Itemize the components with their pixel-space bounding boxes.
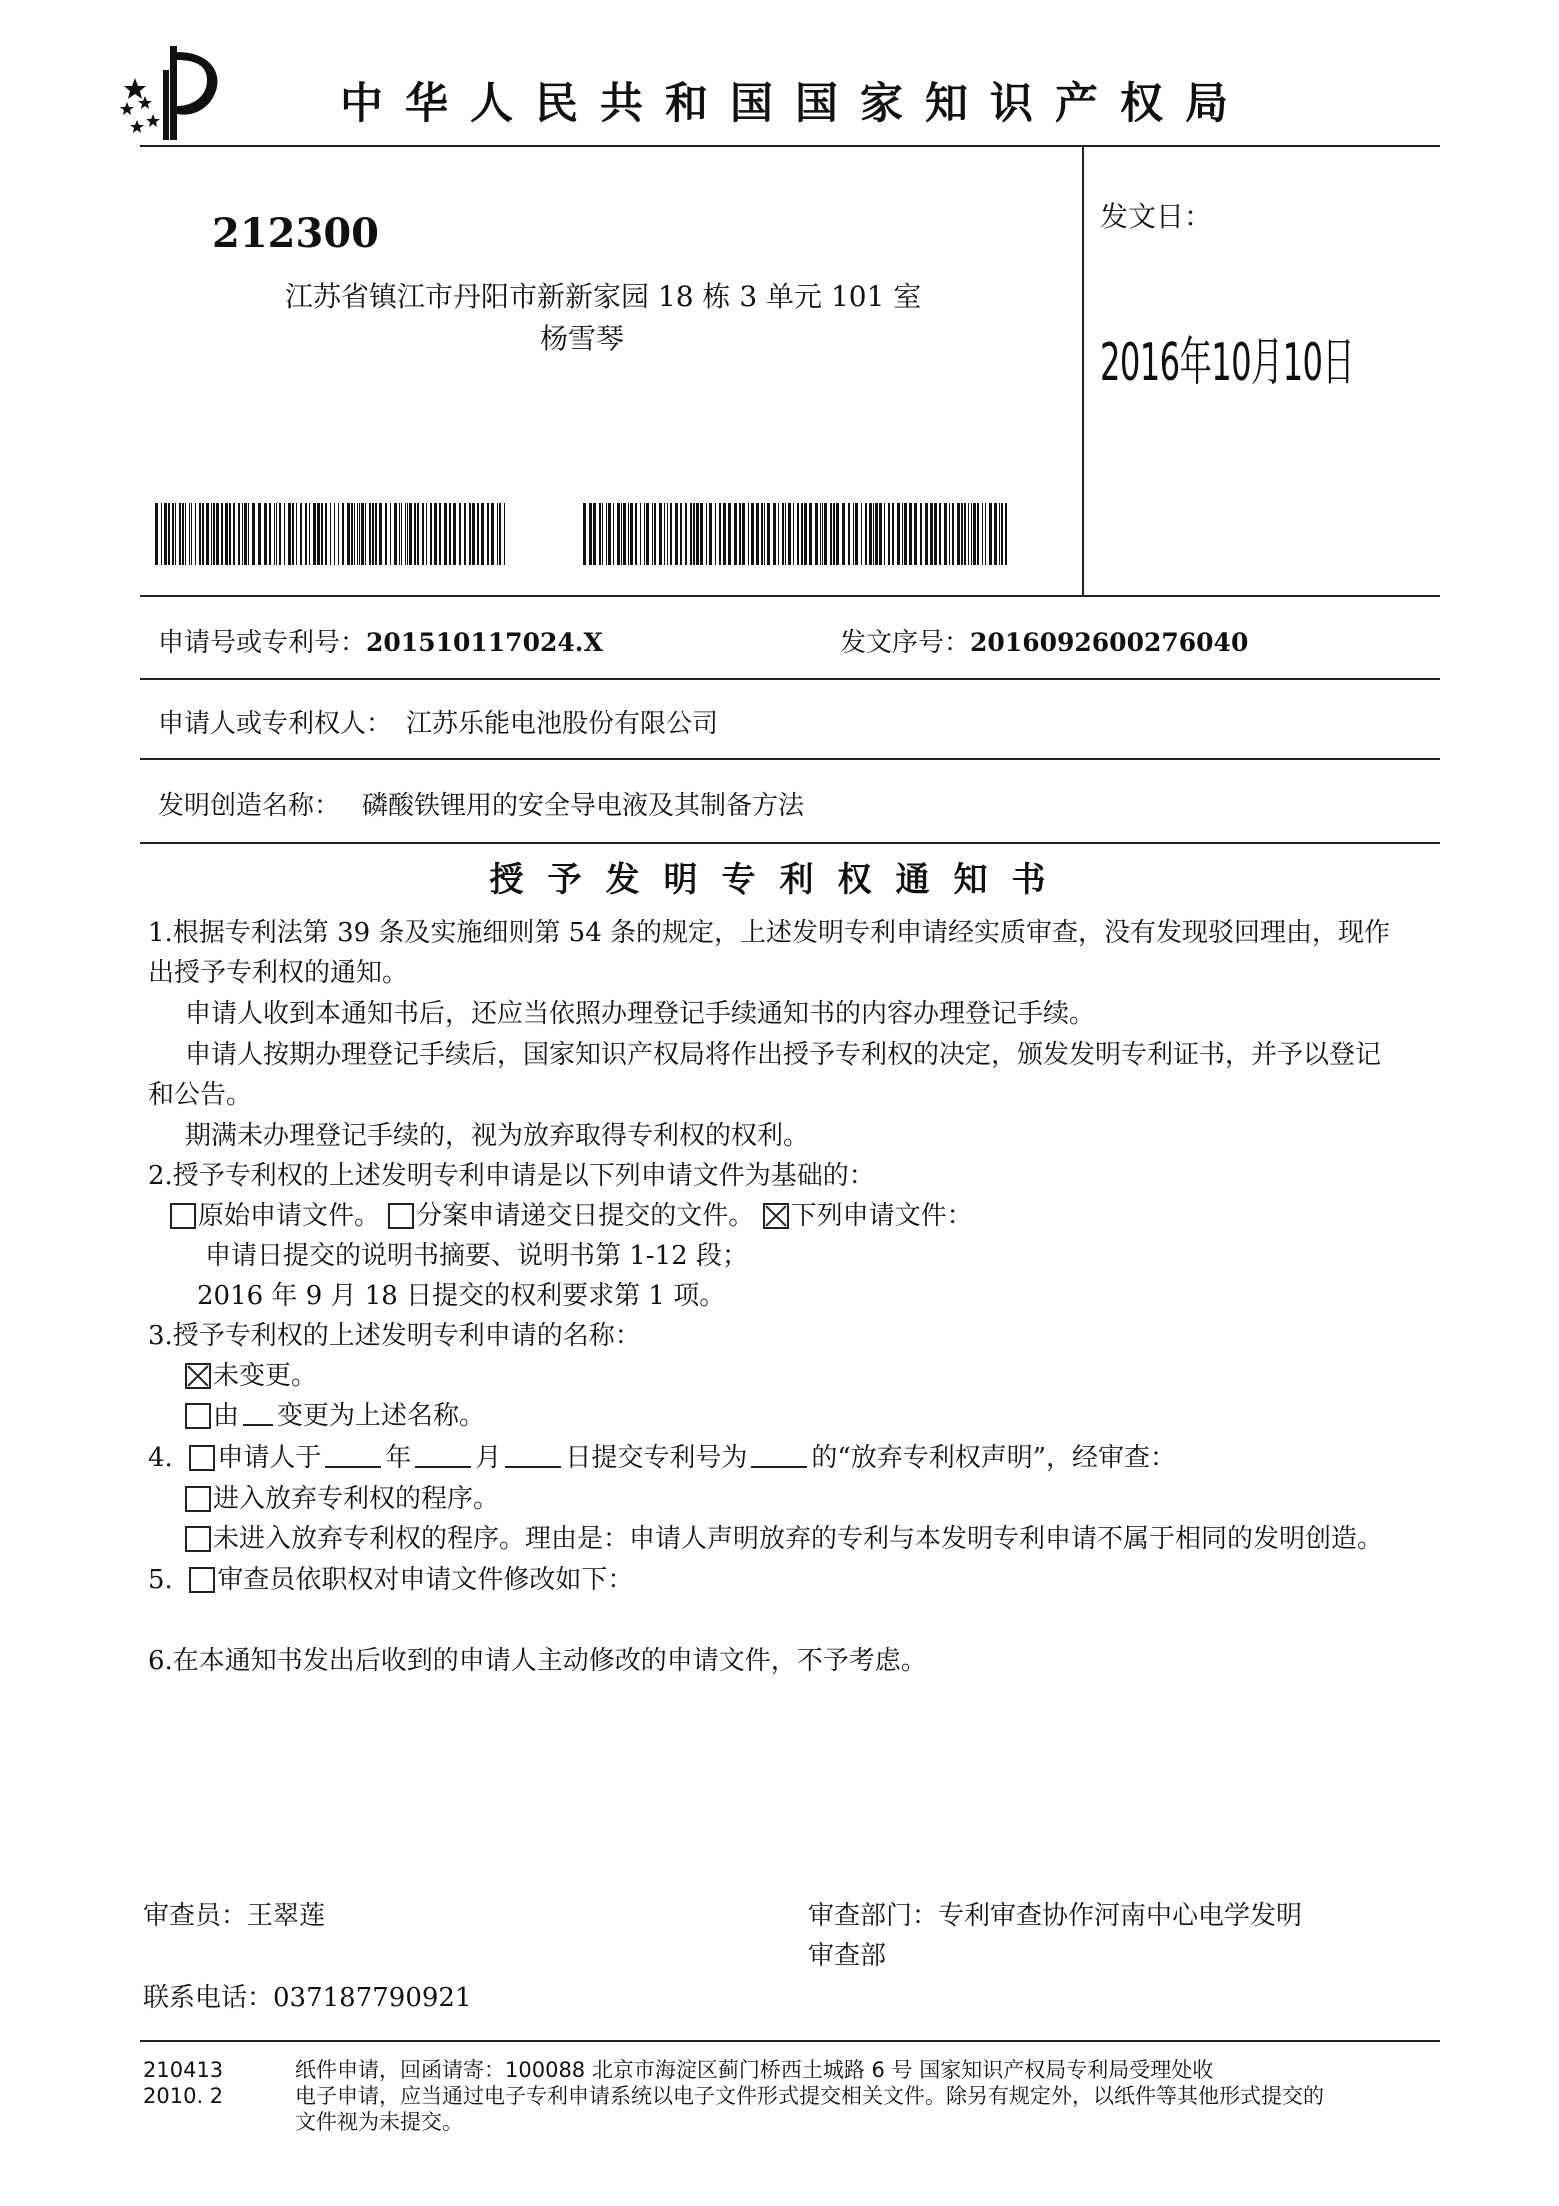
option-divisional-docs: 分案申请递交日提交的文件。 bbox=[416, 1201, 755, 1231]
option-original-docs: 原始申请文件。 bbox=[198, 1201, 381, 1231]
p4-text-d: 日提交专利号为 bbox=[565, 1443, 748, 1473]
notice-title: 授予发明专利权通知书 bbox=[489, 860, 1070, 900]
p2-line1: 2.授予专利权的上述发明专利申请是以下列申请文件为基础的： bbox=[148, 1161, 875, 1191]
p4-text-e: 的“放弃专利权声明”，经审查： bbox=[811, 1443, 1176, 1473]
checkbox-changed bbox=[185, 1403, 211, 1429]
invention-row bbox=[158, 785, 804, 822]
p5-line bbox=[148, 1562, 633, 1598]
checkbox-waiver-not-entered bbox=[185, 1526, 211, 1552]
serial-label: 发文序号： bbox=[840, 628, 971, 658]
p2-doc1: 申请日提交的说明书摘要、说明书第 1-12 段； bbox=[205, 1241, 748, 1271]
blank-year bbox=[325, 1444, 381, 1468]
applicant-row bbox=[158, 703, 718, 740]
p2-options bbox=[170, 1198, 973, 1234]
checkbox-examiner-amend bbox=[189, 1567, 215, 1593]
p5-text: 审查员依职权对申请文件修改如下： bbox=[217, 1565, 634, 1595]
p4-text-c: 月 bbox=[475, 1443, 502, 1473]
applicant-label: 申请人或专利权人： bbox=[158, 709, 393, 739]
blank-month bbox=[415, 1444, 471, 1468]
applicant-value: 江苏乐能电池股份有限公司 bbox=[406, 709, 719, 739]
row-divider-1 bbox=[140, 678, 1440, 680]
p1-line1: 1.根据专利法第 39 条及实施细则第 54 条的规定，上述发明专利申请经实质审查，没有发现驳回理由，现作 bbox=[148, 918, 1391, 948]
p3-option2 bbox=[185, 1398, 485, 1434]
blank-original-name bbox=[243, 1402, 273, 1426]
p4-number: 4. bbox=[148, 1443, 173, 1473]
option-unchanged: 未变更。 bbox=[213, 1361, 318, 1391]
p6-line: 6.在本通知书发出后收到的申请人主动修改的申请文件，不予考虑。 bbox=[148, 1646, 927, 1676]
barcode-right bbox=[583, 503, 1008, 565]
checkbox-unchanged bbox=[185, 1363, 211, 1389]
app-no-row bbox=[158, 622, 603, 659]
option-changed-prefix: 由 bbox=[213, 1401, 240, 1431]
p1-line5: 和公告。 bbox=[148, 1080, 253, 1110]
postcode: 212300 bbox=[212, 210, 379, 257]
footer-line1: 纸件申请，回函请寄：100088 北京市海淀区蓟门桥西土城路 6 号 国家知识产权局专利局受理处收 bbox=[295, 2058, 1214, 2082]
examiner: 审查员：王翠莲 bbox=[143, 1901, 326, 1931]
option-changed-suffix: 变更为上述名称。 bbox=[277, 1401, 486, 1431]
office-title: 中华人民共和国国家知识产权局 bbox=[340, 79, 1250, 129]
option-waiver-entered: 进入放弃专利权的程序。 bbox=[213, 1484, 500, 1514]
p1-line2: 出授予专利权的通知。 bbox=[148, 958, 409, 988]
serial-value: 2016092600276040 bbox=[970, 628, 1249, 657]
recipient-name: 杨雪琴 bbox=[540, 322, 625, 355]
blank-patent-no bbox=[751, 1444, 807, 1468]
form-version: 2010. 2 bbox=[143, 2084, 224, 2108]
invention-value: 磷酸铁锂用的安全导电液及其制备方法 bbox=[362, 791, 805, 821]
department-line2: 审查部 bbox=[808, 1941, 887, 1971]
blank-day bbox=[505, 1444, 561, 1468]
app-no-label: 申请号或专利号： bbox=[158, 628, 367, 658]
p1-line6: 期满未办理登记手续的，视为放弃取得专利权的权利。 bbox=[185, 1121, 810, 1151]
p1-line4: 申请人按期办理登记手续后，国家知识产权局将作出授予专利权的决定，颁发发明专利证书，并予以登记 bbox=[185, 1040, 1382, 1070]
department-line1: 审查部门：专利审查协作河南中心电学发明 bbox=[808, 1901, 1303, 1931]
p4-text-b: 年 bbox=[385, 1443, 412, 1473]
option-waiver-not-entered: 未进入放弃专利权的程序。理由是：申请人声明放弃的专利与本发明专利申请不属于相同的发明创造。 bbox=[213, 1524, 1384, 1554]
barcode-left bbox=[155, 503, 505, 565]
row-divider-3 bbox=[140, 842, 1440, 844]
footer-line3: 文件视为未提交。 bbox=[295, 2110, 463, 2134]
date-value: 2016年10月10日 bbox=[1100, 333, 1355, 393]
date-label: 发文日： bbox=[1100, 200, 1213, 233]
p3-line1: 3.授予专利权的上述发明专利申请的名称： bbox=[148, 1321, 641, 1351]
cnipa-logo bbox=[115, 40, 235, 150]
p2-doc2: 2016 年 9 月 18 日提交的权利要求第 1 项。 bbox=[197, 1281, 726, 1311]
date-divider bbox=[1082, 145, 1084, 595]
p4-option1 bbox=[185, 1481, 499, 1517]
serial-row bbox=[840, 622, 1248, 659]
p1-line3: 申请人收到本通知书后，还应当依照办理登记手续通知书的内容办理登记手续。 bbox=[185, 999, 1096, 1029]
p3-option1 bbox=[185, 1358, 317, 1394]
checkbox-following-docs bbox=[763, 1203, 789, 1229]
checkbox-divisional-docs bbox=[388, 1203, 414, 1229]
footer-line2: 电子申请，应当通过电子专利申请系统以电子文件形式提交相关文件。除另有规定外，以纸件等其他形式提交的 bbox=[295, 2084, 1324, 2108]
form-code: 210413 bbox=[143, 2058, 224, 2082]
checkbox-waiver bbox=[189, 1445, 215, 1471]
invention-label: 发明创造名称： bbox=[158, 791, 341, 821]
p4-line1 bbox=[148, 1440, 1176, 1476]
recipient-address: 江苏省镇江市丹阳市新新家园 18 栋 3 单元 101 室 bbox=[285, 280, 922, 313]
app-no-value: 201510117024.X bbox=[366, 628, 603, 657]
contact-phone: 联系电话：037187790921 bbox=[143, 1983, 472, 2013]
footer-divider bbox=[140, 2040, 1440, 2042]
row-divider-2 bbox=[140, 758, 1440, 760]
checkbox-waiver-entered bbox=[185, 1486, 211, 1512]
barcode-divider bbox=[140, 595, 1440, 597]
header-divider bbox=[140, 145, 1440, 147]
p4-option2 bbox=[185, 1521, 1383, 1557]
p5-number: 5. bbox=[148, 1565, 173, 1595]
p4-text-a: 申请人于 bbox=[217, 1443, 322, 1473]
checkbox-original-docs bbox=[170, 1203, 196, 1229]
option-following-docs: 下列申请文件： bbox=[790, 1201, 973, 1231]
